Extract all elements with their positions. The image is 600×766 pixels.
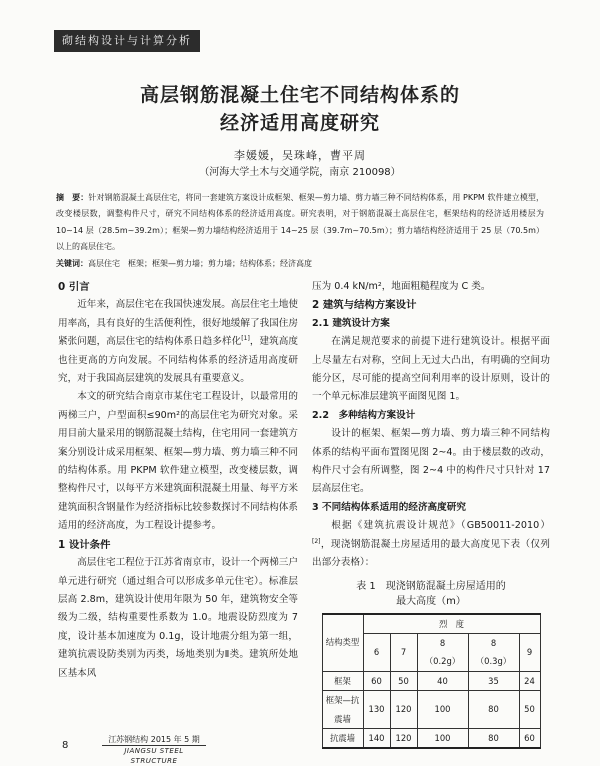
table-cell: 100 xyxy=(417,691,468,729)
paragraph-structure: 设计的框架、框架—剪力墙、剪力墙三种不同结构体系的结构平面布置图见图 2~4。由于楼层数的改动，构件尺寸会有所调整，图 2~4 中的构件尺寸只针对 17 层高层住宅。 xyxy=(312,428,550,495)
right-column xyxy=(312,278,550,749)
section-1-heading: 1 设计条件 xyxy=(58,538,111,551)
table-cell: 120 xyxy=(390,728,417,748)
table-col-header: 6 xyxy=(363,633,390,671)
table-row xyxy=(322,671,540,690)
table-cell: 24 xyxy=(519,671,540,690)
paper-title-line2: 经济适用高度研究 xyxy=(219,112,380,134)
table-row xyxy=(322,691,540,729)
paragraph-continuation: 压为 0.4 kN/m²，地面粗糙程度为 C 类。 xyxy=(312,281,491,292)
table-cell: 50 xyxy=(519,691,540,729)
table-caption: 表 1 现浇钢筋混凝土房屋适用的 最大高度（m） xyxy=(356,580,506,607)
table-col-header: 7 xyxy=(390,633,417,671)
section-2-heading: 2 建筑与结构方案设计 xyxy=(312,299,417,312)
paragraph-intro-1: 近年来，高层住宅在我国快速发展。高层住宅土地使用率高，具有良好的生活便利性，很好地缓解了我国住房紧张问题，高层住宅的结构体系日趋多样化[1]，建筑高度也往更高的方向发展。不同结构体系的经济适用高度研究，对于我国高层建筑的发展具有重要意义。 xyxy=(58,299,299,385)
table-cell: 40 xyxy=(417,671,468,690)
affiliation: （河海大学土木与交通学院，南京 210098） xyxy=(199,167,401,178)
table-cell: 120 xyxy=(390,691,417,729)
height-limit-table xyxy=(322,613,541,750)
journal-footer xyxy=(102,735,206,766)
table-cell: 35 xyxy=(468,671,519,690)
table-cell: 50 xyxy=(390,671,417,690)
table-header-struct-type: 结构类型 xyxy=(322,614,363,672)
paragraph-design-conditions: 高层住宅工程位于江苏省南京市，设计一个两梯三户单元进行研究（通过组合可以形成多单元住宅）。标准层层高 2.8m，建筑设计使用年限为 50 年，建筑物安全等级为二级，结构重要性系数为 1.0。地震设防烈度为 7 度，设计基本加速度为 0.1g，设计地震分组为第一组，建筑抗震设防类别为丙类，场地类别为Ⅱ类。建筑所处地区基本风 xyxy=(58,557,298,679)
table-col-header: 8 （0.2g） xyxy=(417,633,468,671)
citation-2: [2] xyxy=(312,537,321,545)
table-cell: 60 xyxy=(519,728,540,748)
abstract-label: 摘 要： xyxy=(56,193,89,202)
paragraph-architecture: 在满足规范要求的前提下进行建筑设计。根据平面上尽量左右对称，空间上无过大凸出，有明确的空间功能分区，尽可能的提高空间利用率的设计原则，设计的一个单元标准层建筑平面图见图 1。 xyxy=(312,336,550,403)
table-cell: 130 xyxy=(363,691,390,729)
section-2-2-heading: 2.2 多种结构方案设计 xyxy=(312,409,416,421)
table-cell: 抗震墙 xyxy=(322,728,363,748)
table-col-header: 8 （0.3g） xyxy=(468,633,519,671)
paragraph-code: 根据《建筑抗震设计规范》（GB50011-2010）[2]，现浇钢筋混凝土房屋适用的最大高度见下表（仅列出部分表格）： xyxy=(312,520,550,569)
table-cell: 60 xyxy=(363,671,390,690)
keywords-label: 关键词： xyxy=(56,258,88,268)
table-header-intensity: 烈 度 xyxy=(363,614,540,634)
table-cell: 框架 xyxy=(322,671,363,690)
section-2-1-heading: 2.1 建筑设计方案 xyxy=(312,317,390,329)
section-0-heading: 0 引言 xyxy=(58,281,90,293)
abstract-text: 针对钢筋混凝土高层住宅，将同一套建筑方案设计成框架、框架—剪力墙、剪力墙三种不同结构体系，用 PKPM 软件建立模型，改变楼层数，调整构件尺寸，研究不同结构体系的经济适用高度。研究表明，对于钢筋混凝土高层住宅，框架结构的经济适用楼层为 10~14 层（28.5m~39.2m）；框架—剪力墙结构经济适用于 14~25 层（39.7m~70.5m）；剪力墙结构经济适用于 25 层（70.5m）以上的高层住宅。 xyxy=(56,193,544,252)
journal-name-cn: 江苏钢结构 2015 年 5 期 xyxy=(108,735,200,744)
table-cell: 框架—抗震墙 xyxy=(322,691,363,729)
paper-title-line1: 高层钢筋混凝土住宅不同结构体系的 xyxy=(139,84,460,106)
table-cell: 140 xyxy=(363,728,390,748)
section-tag: 砌结构设计与计算分析 xyxy=(54,30,200,52)
table-cell: 80 xyxy=(468,691,519,729)
citation-1: [1] xyxy=(241,335,250,343)
authors: 李媛媛，吴珠峰，曹平周 xyxy=(234,149,366,162)
paragraph-intro-2: 本文的研究结合南京市某住宅工程设计，以最常用的两梯三户，户型面积≤90m²的高层住宅为研究对象。采用目前大量采用的钢筋混凝土结构，住宅用同一套建筑方案分别设计成采用框架、框架—剪力墙、剪力墙三种不同的结构体系。用 PKPM 软件建立模型，改变楼层数，调整构件尺寸，以每平方米建筑面积混凝土用量、每平方米建筑面积含钢量作为经济指标比较参数探讨不同结构体系适用的经济高度，为工程设计提参考。 xyxy=(58,391,298,532)
table-cell: 100 xyxy=(417,728,468,748)
page-number: 8 xyxy=(62,740,69,751)
journal-name-en: JIANGSU STEEL STRUCTURE xyxy=(102,745,206,766)
section-3-heading: 3 不同结构体系适用的经济高度研究 xyxy=(312,501,466,513)
abstract xyxy=(56,190,544,272)
keywords-text: 高层住宅 框架；框架—剪力墙；剪力墙；结构体系；经济高度 xyxy=(88,258,312,268)
table-row xyxy=(322,728,540,748)
table-cell: 80 xyxy=(468,728,519,748)
table-col-header: 9 xyxy=(519,633,540,671)
left-column xyxy=(58,278,298,683)
